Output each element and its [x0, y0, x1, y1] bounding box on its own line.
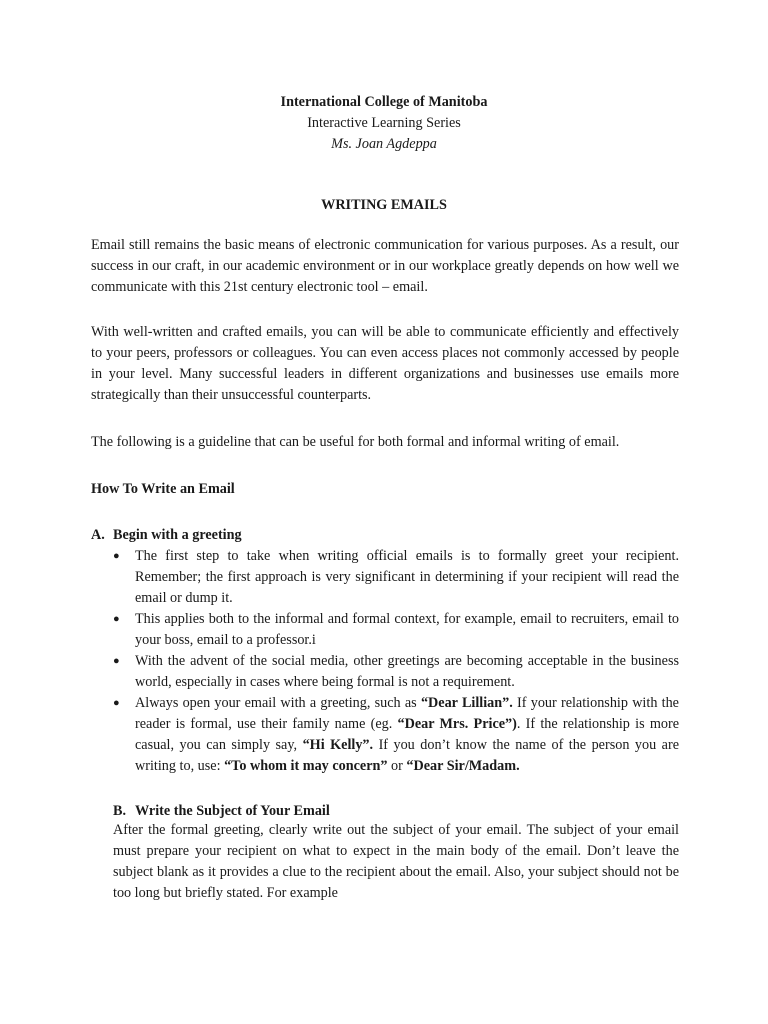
intro-paragraph: Email still remains the basic means of electronic communication for various purposes. As a result, our success in our craft, in our academic environment or in our workplace greatly depends on how well we communicate with this 21st century electronic tool – email.: [91, 237, 679, 295]
bullet-icon: ●: [113, 697, 120, 709]
bullet-text: This applies both to the informal and formal context, for example, email to recruiters, email to your boss, email to a professor.i: [135, 611, 679, 648]
list-item: [113, 693, 679, 777]
example-greeting: “Dear Mrs. Price”): [397, 716, 517, 732]
section-b-body: After the formal greeting, clearly write out the subject of your email. The subject of your email must prepare your recipient on what to expect in the main body of the email. Don’t leave the subject blank as it provides a clue to the recipient about the email. Also, your subject should not be too long but briefly stated. For example: [113, 822, 679, 901]
list-item: [113, 546, 679, 609]
author-name: Ms. Joan Agdeppa: [331, 136, 437, 152]
greeting-bullet-list: [113, 546, 679, 777]
example-greeting: “Hi Kelly”.: [302, 737, 374, 753]
document-header: [0, 92, 768, 155]
bullet-icon: ●: [113, 655, 120, 667]
college-name: International College of Manitoba: [280, 94, 488, 110]
series-name: Interactive Learning Series: [307, 115, 461, 131]
text-run: If you don’t know the name of the person you are writing to, use:: [135, 737, 679, 774]
section-a-title: Begin with a greeting: [113, 527, 242, 543]
text-run: If your relationship with the reader is formal, use their family name (eg.: [135, 695, 679, 732]
bullet-icon: ●: [113, 613, 120, 625]
example-greeting: “To whom it may concern”: [224, 758, 388, 774]
body-paragraph: With well-written and crafted emails, you can will be able to communicate efficiently and effectively to your peers, professors or colleagues. You can even access places not commonly accessed by people in your level. Many successful leaders in different organizations and businesses use emails more strategically than their unsuccessful counterparts.: [91, 324, 679, 403]
text-run: or: [387, 758, 407, 774]
example-greeting: “Dear Lillian”.: [420, 695, 513, 711]
guideline-paragraph: The following is a guideline that can be useful for both formal and informal writing of email.: [91, 434, 620, 450]
list-item: [113, 651, 679, 693]
section-b-letter: B.: [113, 803, 127, 819]
bullet-icon: ●: [113, 550, 120, 562]
bullet-text: The first step to take when writing official emails is to formally greet your recipient. Remember; the first approach is very significant in determining if your recipient will read the email or dump it.: [135, 548, 679, 606]
text-run: Always open your email with a greeting, such as: [135, 695, 421, 711]
text-run: . If the relationship is more casual, you can simply say,: [135, 716, 679, 753]
section-b-title: Write the Subject of Your Email: [135, 803, 330, 819]
bullet-text: With the advent of the social media, other greetings are becoming acceptable in the business world, especially in cases where being formal is not a requirement.: [135, 653, 679, 690]
section-b-heading: [113, 801, 330, 822]
how-to-heading: How To Write an Email: [91, 481, 235, 497]
section-a-letter: A.: [91, 527, 105, 543]
bullet-text: [135, 695, 679, 774]
section-a-heading: [91, 525, 242, 546]
example-greeting: “Dear Sir/Madam.: [406, 758, 520, 774]
list-item: [113, 609, 679, 651]
document-title: WRITING EMAILS: [321, 197, 447, 213]
